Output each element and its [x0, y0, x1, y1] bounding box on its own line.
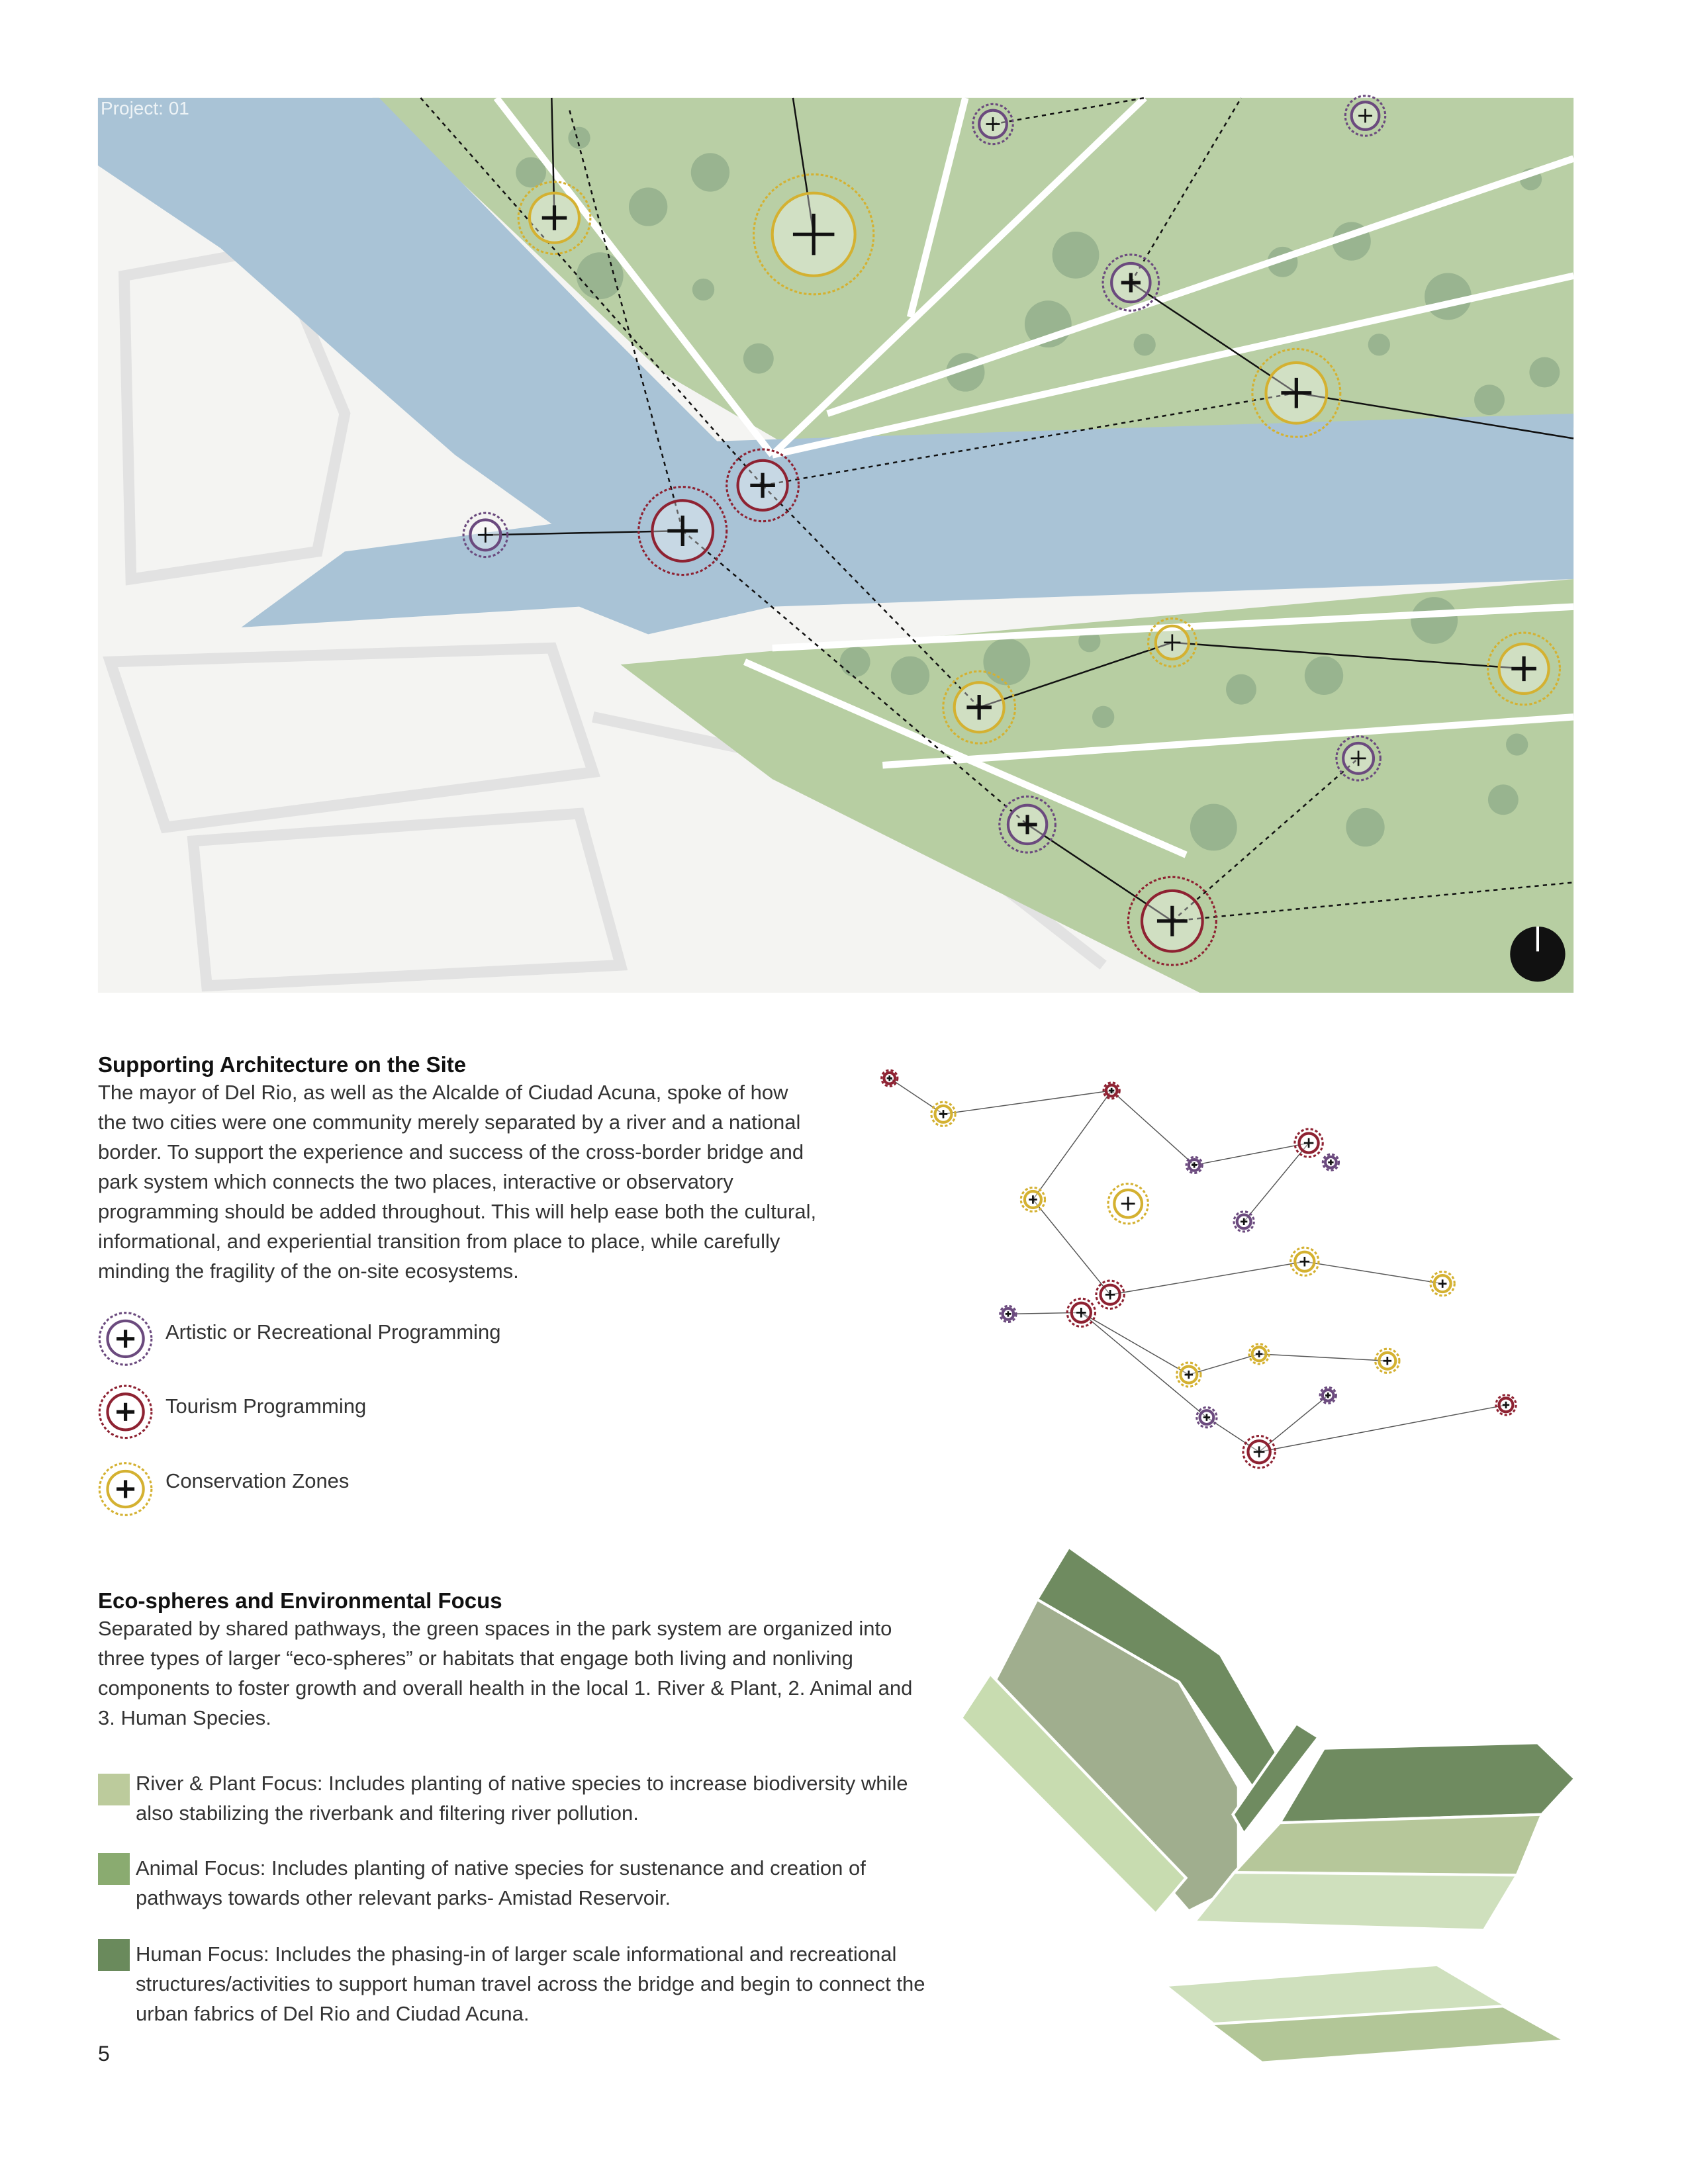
network-link: [1081, 1312, 1207, 1417]
program-marker: [1430, 1271, 1454, 1295]
network-link: [1110, 1261, 1305, 1295]
site-plan-map: [98, 96, 1573, 993]
tree: [1053, 232, 1100, 279]
program-marker: [1096, 1281, 1124, 1308]
program-marker: [1067, 1298, 1095, 1326]
tree: [629, 187, 667, 226]
tree: [692, 279, 714, 300]
network-diagram: [882, 1070, 1516, 1468]
program-marker: [1186, 1157, 1202, 1173]
tree: [1134, 334, 1156, 355]
legend-human: Human Focus: Includes the phasing-in of larger scale informational and recreational structures/activities to support human travel across the bridge and begin to connect the urban fabrics of Del Rio and Ciudad Acuna.: [136, 1942, 925, 2025]
swatch-animal: [98, 1853, 130, 1885]
program-marker: [1249, 1344, 1269, 1364]
network-link: [1111, 1091, 1194, 1165]
tree: [743, 343, 774, 374]
eco-sphere-diagram: [961, 1547, 1575, 2063]
network-link: [1081, 1312, 1189, 1375]
program-marker: [931, 1102, 955, 1126]
program-marker: [99, 1463, 152, 1516]
program-marker: [1295, 1129, 1323, 1157]
legend-label-artistic: Artistic or Recreational Programming: [165, 1320, 501, 1343]
tree: [1474, 385, 1505, 415]
tree: [1190, 804, 1237, 851]
legend-river-plant: River & Plant Focus: Includes planting of native species to increase biodiversity while also stabilizing the riverbank and filtering river pollution.: [136, 1772, 908, 1825]
tree: [1488, 784, 1519, 815]
program-marker: [1000, 1306, 1016, 1322]
tree: [577, 252, 624, 299]
page-number: 5: [98, 2042, 110, 2066]
program-marker: [99, 1313, 152, 1365]
tree: [1368, 334, 1390, 355]
program-marker: [1177, 1363, 1201, 1387]
program-marker: [99, 1386, 152, 1438]
tree: [1305, 657, 1343, 695]
legend-animal: Animal Focus: Includes planting of native species for sustenance and creation of pathways towards other relevant parks- Amistad Reservoir.: [136, 1856, 866, 1909]
network-link: [1194, 1143, 1309, 1165]
network-link: [1033, 1091, 1111, 1200]
tree: [983, 639, 1030, 686]
program-marker: [1320, 1387, 1336, 1403]
tree: [691, 153, 729, 191]
legend-label-tourism: Tourism Programming: [165, 1394, 367, 1418]
program-marker: [882, 1070, 898, 1086]
tree: [1411, 597, 1458, 644]
network-link: [1244, 1143, 1309, 1222]
program-marker: [1103, 1083, 1119, 1099]
network-link: [1189, 1354, 1259, 1375]
eco-zone: [1194, 1872, 1517, 1931]
section-supporting-architecture: [98, 1052, 826, 1286]
tree: [1506, 733, 1528, 755]
tree: [1226, 674, 1256, 705]
section-body: Separated by shared pathways, the green spaces in the park system are organized into three types of larger “eco-spheres” or habitats that engage both living and nonliving components to foster growth and overall health in the local 1. River & Plant, 2. Animal and 3. Human Species.: [98, 1617, 913, 1729]
program-marker: [1108, 1184, 1148, 1224]
network-link: [890, 1078, 943, 1114]
network-link: [1259, 1395, 1328, 1451]
section-body: The mayor of Del Rio, as well as the Alcalde of Ciudad Acuna, spoke of how the two cities were one community merely separated by a river and a national border. To support the experience and success of the cross-border bridge and park system which connects the two places, interactive or observatory programming should be added throughout. This will help ease both the cultural, informational, and experiential transition from place to place, while carefully minding the fragility of the on-site ecosystems.: [98, 1081, 817, 1283]
eco-zone: [1235, 1815, 1542, 1876]
legend-label-conservation: Conservation Zones: [165, 1469, 350, 1492]
swatch-human: [98, 1939, 130, 1971]
tree: [1425, 273, 1472, 320]
network-link: [1259, 1354, 1387, 1361]
section-title: Supporting Architecture on the Site: [98, 1052, 467, 1077]
project-label: Project: 01: [101, 98, 189, 118]
program-marker: [1376, 1349, 1399, 1373]
network-link: [1033, 1200, 1110, 1295]
tree: [891, 657, 929, 695]
program-marker: [1496, 1395, 1516, 1415]
legend-marker-icon: [99, 1313, 152, 1365]
network-link: [943, 1091, 1111, 1114]
program-marker: [1234, 1212, 1254, 1232]
section-title: Eco-spheres and Environmental Focus: [98, 1588, 502, 1613]
network-link: [1305, 1261, 1442, 1283]
tree: [1346, 808, 1384, 846]
tree: [840, 647, 870, 677]
legend-marker-icon: [99, 1386, 152, 1438]
network-link: [1259, 1405, 1506, 1452]
program-marker: [1323, 1154, 1338, 1170]
program-marker: [1243, 1436, 1275, 1468]
section-eco-spheres: [98, 1588, 925, 1733]
program-marker: [1291, 1248, 1319, 1275]
tree: [1529, 357, 1560, 388]
swatch-river-plant: [98, 1774, 130, 1805]
eco-zone: [1280, 1743, 1575, 1823]
program-marker: [1197, 1408, 1217, 1428]
program-marker: [1021, 1187, 1045, 1211]
legend-marker-icon: [99, 1463, 152, 1516]
tree: [1092, 706, 1114, 728]
